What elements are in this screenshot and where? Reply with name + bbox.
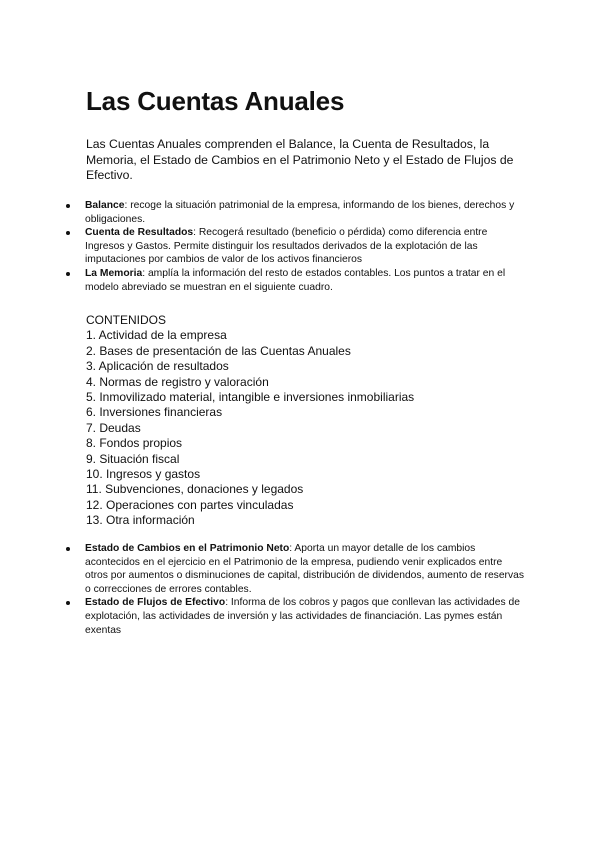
bullet-term: Estado de Flujos de Efectivo xyxy=(85,597,226,609)
bullet-item-memoria xyxy=(64,267,524,294)
bullet-item-cambios-patrimonio xyxy=(64,542,524,596)
bullet-item-balance xyxy=(64,199,524,226)
bullet-list-statements xyxy=(64,199,524,294)
contents-heading: CONTENIDOS xyxy=(86,313,167,327)
contents-item: 6. Inversiones financieras xyxy=(86,405,223,420)
bullet-text: : Recogerá resultado (beneficio o pérdida) como diferencia entre Ingresos y Gastos. Permite distinguir los resultados derivados de la explotación de las imputaciones por cambios de valor de los activos financieros xyxy=(85,227,488,266)
bullet-icon xyxy=(66,272,70,276)
bullet-text: : amplía la información del resto de estados contables. Los puntos a tratar en el modelo abreviado se muestran en el siguiente cuadro. xyxy=(85,267,506,293)
bullet-icon xyxy=(66,547,70,551)
contents-list xyxy=(86,328,506,528)
contents-item: 8. Fondos propios xyxy=(86,436,183,451)
contents-item: 13. Otra información xyxy=(86,513,195,528)
bullet-list-other-statements xyxy=(64,542,524,637)
bullet-term: Estado de Cambios en el Patrimonio Neto xyxy=(85,543,290,554)
bullet-text: : Aporta un mayor detalle de los cambios acontecidos en el ejercicio en el Patrimonio de la empresa, pudiendo venir explicados entre otros por aumentos o disminuciones de capital, distribución de dividendos, aumento de reservas o correcciones de errores contables. xyxy=(85,543,525,595)
bullet-term: Balance xyxy=(85,200,125,211)
bullet-icon xyxy=(66,231,70,235)
bullet-text: : Informa de los cobros y pagos que conllevan las actividades de explotación, las actividades de inversión y las actividades de financiación. Las pymes están exentas xyxy=(85,597,520,636)
contents-item: 9. Situación fiscal xyxy=(86,451,180,466)
contents-item: 2. Bases de presentación de las Cuentas Anuales xyxy=(86,343,351,358)
intro-paragraph: Las Cuentas Anuales comprenden el Balance, la Cuenta de Resultados, la Memoria, el Estado de Cambios en el Patrimonio Neto y el Estado de Flujos de Efectivo. xyxy=(86,137,514,182)
contents-item: 5. Inmovilizado material, intangible e inversiones inmobiliarias xyxy=(86,390,415,405)
bullet-item-cuenta-resultados xyxy=(64,226,524,267)
page-title: Las Cuentas Anuales xyxy=(86,86,345,116)
contents-item: 7. Deudas xyxy=(86,420,141,435)
contents-item: 1. Actividad de la empresa xyxy=(86,328,227,343)
contents-item: 11. Subvenciones, donaciones y legados xyxy=(86,482,304,497)
contents-box xyxy=(86,313,506,529)
contents-item: 12. Operaciones con partes vinculadas xyxy=(86,497,294,512)
bullet-item-flujos-efectivo xyxy=(64,596,524,637)
contents-item: 4. Normas de registro y valoración xyxy=(86,374,269,389)
contents-item: 10. Ingresos y gastos xyxy=(86,467,201,482)
bullet-icon xyxy=(66,601,70,605)
contents-item: 3. Aplicación de resultados xyxy=(86,359,229,374)
bullet-term: La Memoria xyxy=(85,267,143,279)
bullet-text: : recoge la situación patrimonial de la empresa, informando de los bienes, derechos y obligaciones. xyxy=(85,200,515,225)
bullet-icon xyxy=(66,204,70,208)
bullet-term: Cuenta de Resultados xyxy=(85,227,194,239)
